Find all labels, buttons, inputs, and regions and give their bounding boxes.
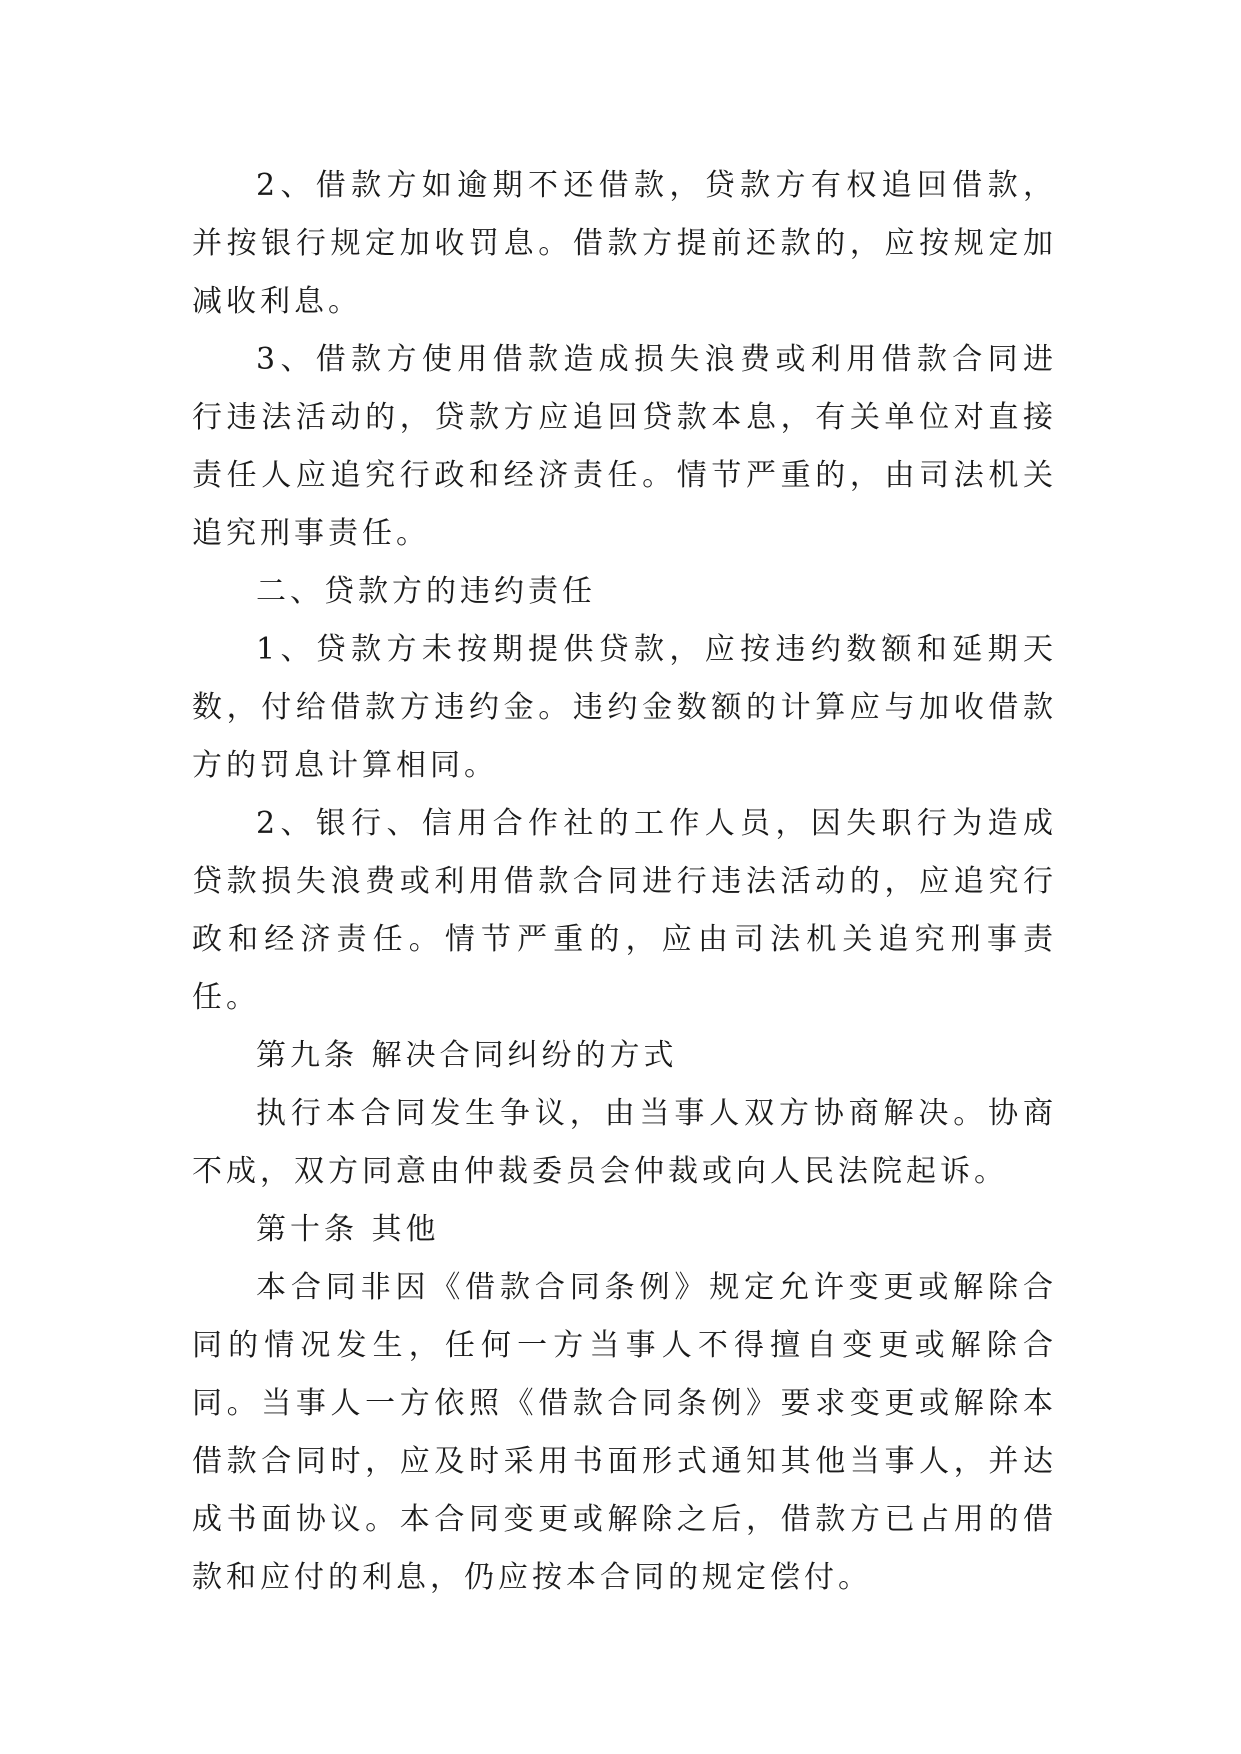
paragraph-other-provisions: 本合同非因《借款合同条例》规定允许变更或解除合同的情况发生，任何一方当事人不得擅自变更或解除合同。当事人一方依照《借款合同条例》要求变更或解除本借款合同时，应及时采用书面形式通知其他当事人，并达成书面协议。本合同变更或解除之后，借款方已占用的借款和应付的利息，仍应按本合同的规定偿付。 (192, 1270, 1057, 1595)
paragraph-lender-late-loan: 1、贷款方未按期提供贷款，应按违约数额和延期天数，付给借款方违约金。违约金数额的计算应与加收借款方的罚息计算相同。 (192, 632, 1057, 783)
paragraph-dispute-resolution: 执行本合同发生争议，由当事人双方协商解决。协商不成，双方同意由仲裁委员会仲裁或向人民法院起诉。 (192, 1096, 1057, 1189)
paragraph-staff-liability: 2、银行、信用合作社的工作人员，因失职行为造成贷款损失浪费或利用借款合同进行违法活动的，应追究行政和经济责任。情节严重的，应由司法机关追究刑事责任。 (192, 806, 1057, 1015)
document-body (192, 157, 1057, 1607)
article-heading-10: 第十条 其他 (256, 1212, 440, 1247)
paragraph-borrower-misuse: 3、借款方使用借款造成损失浪费或利用借款合同进行违法活动的，贷款方应追回贷款本息，有关单位对直接责任人应追究行政和经济责任。情节严重的，由司法机关追究刑事责任。 (192, 342, 1057, 551)
paragraph-borrower-overdue: 2、借款方如逾期不还借款，贷款方有权追回借款，并按银行规定加收罚息。借款方提前还款的，应按规定加减收利息。 (192, 168, 1057, 319)
section-heading-lender-liability: 二、贷款方的违约责任 (256, 574, 596, 609)
article-heading-9: 第九条 解决合同纠纷的方式 (256, 1038, 678, 1073)
